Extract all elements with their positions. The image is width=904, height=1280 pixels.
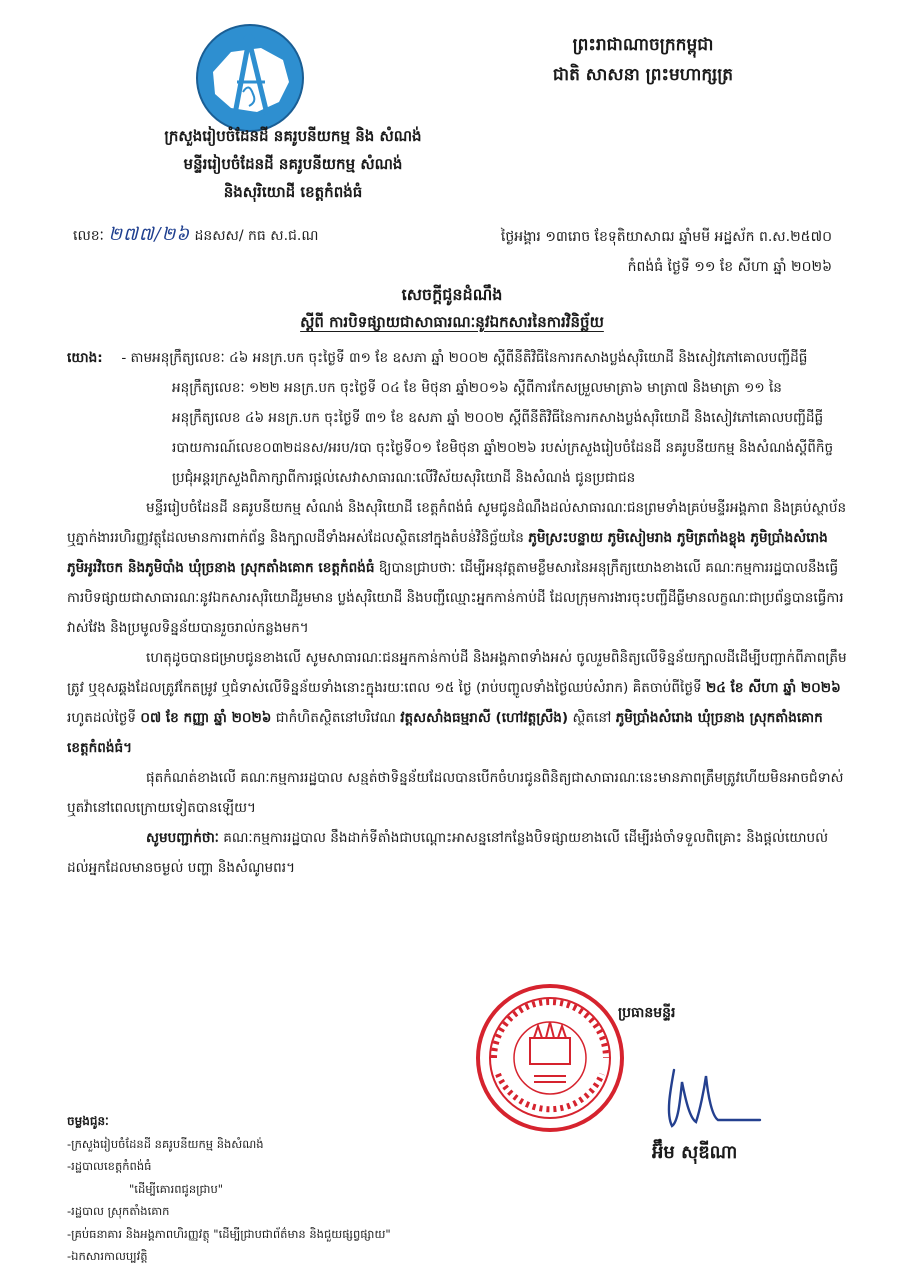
paragraph-2	[67, 643, 847, 763]
ministry-line-1: ក្រសួងរៀបចំដែនដី នគរូបនីយកម្ម និង សំណង់	[164, 127, 422, 145]
reference-number: ២៧៧/២៦	[108, 224, 190, 245]
cc-title: ចម្លងជូនៈ	[67, 1114, 109, 1128]
reference-label: លេខៈ	[73, 228, 104, 244]
cc-item: -ឯកសារកាលប្បវត្តិ	[67, 1249, 148, 1263]
lunar-date: ថ្ងៃអង្គារ ១៣រោច ខែទុតិយាសាឍ ឆ្នាំមមី អដ្ឋស័ក ព.ស.២៥៧០	[500, 229, 832, 245]
paragraph-4-lead: សូមបញ្ជាក់ថាៈ	[146, 830, 219, 846]
paragraph-4-text: គណៈកម្មការរដ្ឋបាល នឹងដាក់ទីតាំងជាបណ្ដោះអាសន្ននៅកន្លែងបិទផ្សាយខាងលើ ដើម្បីរង់ចាំទទួលពិគ្រោះ និងផ្ដល់យោបល់ដល់អ្នកដែលមានចម្ងល់ បញ្ហា និងសំណូមពរ។	[67, 830, 829, 876]
ministry-line-2: មន្ទីររៀបចំដែនដី នគរូបនីយកម្ម សំណង់	[183, 155, 403, 173]
cc-item: "ដើម្បីគោរពជូនជ្រាប"	[129, 1181, 224, 1196]
cc-item: -ក្រសួងរៀបចំដែនដី នគរូបនីយកម្ម និងសំណង់	[67, 1136, 264, 1151]
paragraph-1-text-a: មន្ទីររៀបចំដែនដី នគរូបនីយកម្ម សំណង់ និងសុរិយោដី ខេត្តកំពង់ធំ សូមជូនដំណឹងដល់សាធារណៈជនព្រមទាំងគ្រប់មន្ទីរអង្គភាព និងគ្រប់ស្ថាប័ន ឬភ្នាក់ងាររហិរញ្ញវត្ថុដែលមានការពាក់ព័ន្ធ និងក្បាលដីទាំងអស់ដែលស្ថិតនៅក្នុងតំបន់វិនិច្ឆ័យនៃ	[67, 500, 847, 546]
date-block	[382, 222, 832, 282]
paragraph-2-text-d: ស្ថិតនៅ	[572, 710, 612, 726]
solar-date: កំពង់ធំ ថ្ងៃទី ១១ ខែ សីហា ឆ្នាំ ២០២៦	[627, 259, 832, 275]
reference-item-2: អនុក្រឹត្យលេខៈ ១២២ អនក្រ.បក ចុះថ្ងៃទី ០៤ ខែ មិថុនា ឆ្នាំ២០១៦ ស្ដីពីការកែសម្រួលមាត្រា៦ មាត្រា៧ និងមាត្រា ១១ នៃអនុក្រឹត្យលេខ ៤៦ អនក្រ.បក ចុះថ្ងៃទី ៣១ ខែ ឧសភា ឆ្នាំ ២០០២ ស្ដីពីនីតិវិធីនៃការកសាងប្លង់សុរិយោដី និងសៀវភៅគោលបញ្ជីដីធ្លី	[172, 380, 824, 426]
cc-item: -គ្រប់ធនាគារ និងអង្គភាពហិរញ្ញវត្ថុ "ដើម្បីជ្រាបជាព័ត៌មាន និងជួយផ្សព្វផ្សាយ"	[67, 1226, 391, 1241]
notice-subject: ស្ដីពី ការបិទផ្សាយជាសាធារណៈនូវឯកសារនៃការវិនិច្ឆ័យ	[300, 313, 604, 331]
cc-item: -រដ្ឋបាល ស្រុកតាំងគោក	[67, 1204, 170, 1218]
reference-item-3: របាយការណ៍លេខ០៣២ដនស/អរប/របា ចុះថ្ងៃទី០១ ខែមិថុនា ឆ្នាំ២០២៦ របស់ក្រសួងរៀបចំដែនដី នគរូបនីយកម្ម និងសំណង់ស្ដីពីកិច្ចប្រជុំអន្តរក្រសួងពិភាក្សាពីការផ្ដល់សេវាសាធារណៈលើវិស័យសុរិយោដី និងសំណង់ ជូនប្រជាជន	[172, 440, 834, 486]
ministry-header	[93, 122, 493, 206]
references-label: យោង:	[67, 350, 103, 366]
kingdom-line-1: ព្រះរាជាណាចក្រកម្ពុជា	[572, 35, 714, 55]
notice-body	[67, 343, 847, 883]
kingdom-header	[548, 30, 738, 90]
paragraph-1-text-b: ឱ្យបានជ្រាបថាៈ ដើម្បីអនុវត្តតាមខ្លឹមសារនៃអនុក្រឹត្យយោងខាងលើ គណៈកម្មការរដ្ឋបាលនឹងធ្វើការបិទផ្សាយជាសាធារណៈនូវឯកសារសុរិយោដីរួមមាន ប្លង់សុរិយោដី និងបញ្ជីឈ្មោះអ្នកកាន់កាប់ដី ដែលក្រុមការងារចុះបញ្ជីដីធ្លីមានលក្ខណៈជាប្រព័ន្ធបានធ្វើការវាស់វែង និងប្រមូលទិន្នន័យបានរួចរាល់កន្លងមក។	[67, 560, 844, 636]
reference-item-1	[67, 343, 847, 373]
reference-text-1: - តាមអនុក្រឹត្យលេខៈ ៤៦ អនក្រ.បក ចុះថ្ងៃទី ៣១ ខែ ឧសភា ឆ្នាំ ២០០២ ស្ដីពីនីតិវិធីនៃការកសាងប្លង់សុរិយោដី និងសៀវភៅគោលបញ្ជីដីធ្លី	[121, 350, 808, 366]
paragraph-2-start-date: ២៤ ខែ សីហា ឆ្នាំ ២០២៦	[705, 680, 841, 696]
cc-list	[67, 1110, 497, 1268]
paragraph-2-text-a: ហេតុដូចបានជម្រាបជូនខាងលើ សូមសាធារណៈជនអ្នកកាន់កាប់ដី និងអង្គភាពទាំងអស់ ចូលរួមពិនិត្យលើទិន្នន័យក្បាលដីដើម្បីបញ្ជាក់ពីភាពត្រឹមត្រូវ ឬខុសឆ្គងដែលត្រូវកែតម្រូវ ឬជំទាស់លើទិន្នន័យទាំងនោះក្នុងរយៈពេល ១៥ ថ្ងៃ (រាប់បញ្ចូលទាំងថ្ងៃឈប់សំរាក) គិតចាប់ពីថ្ងៃទី	[67, 650, 847, 696]
paragraph-1-villages: ភូមិស្រះបន្ទាយ ភូមិសៀមរាង ភូមិត្រពាំងខ្លុង ភូមិប្រាំងសំរោង ភូមិអូរវិចេក និងភូមិបាំង ឃុំច្រនាង ស្រុកតាំងគោក ខេត្តកំពង់ធំ	[67, 530, 828, 576]
paragraph-2-text-b: រហូតដល់ថ្ងៃទី	[67, 710, 137, 726]
paragraph-3: ផុតកំណត់ខាងលើ គណៈកម្មការរដ្ឋបាល សន្មត់ថាទិន្នន័យដែលបានបើកចំហរជូនពិនិត្យជាសាធារណៈនេះមានភាពត្រឹមត្រូវហើយមិនអាចជំទាស់ ឬតវ៉ានៅពេលក្រោយទៀតបានឡើយ។	[67, 770, 844, 816]
cc-item: -រដ្ឋបាលខេត្តកំពង់ធំ	[67, 1159, 152, 1173]
kingdom-line-2: ជាតិ សាសនា ព្រះមហាក្សត្រ	[552, 65, 734, 85]
paragraph-2-text-c: ជាកំហិតស្ថិតនៅបរិវេណ	[275, 710, 396, 726]
ministry-logo-icon	[191, 22, 309, 134]
handwritten-signature-icon	[656, 1062, 766, 1132]
notice-title: សេចក្ដីជូនដំណឹង	[401, 285, 503, 304]
ministry-line-3: និងសុរិយោដី ខេត្តកំពង់ធំ	[223, 183, 363, 201]
paragraph-2-end-date: ០៧ ខែ កញ្ញា ឆ្នាំ ២០២៦	[140, 710, 272, 726]
reference-suffix: ដនសស/ កធ ស.ជ.ណ	[194, 228, 319, 244]
paragraph-4	[67, 823, 847, 883]
paragraph-2-location: ភូមិប្រាំងសំរោង ឃុំច្រនាង ស្រុកតាំងគោក ខេត្តកំពង់ធំ។	[67, 710, 823, 756]
signature-title: ប្រធានមន្ទីរ	[618, 1005, 676, 1021]
signatory-name: អ៊ឹម សុឌីណា	[652, 1142, 738, 1163]
reference-line	[73, 222, 318, 249]
paragraph-2-venue: វត្តសសាំងធម្មរាសី (ហៅវត្តស្រឹង)	[400, 710, 569, 726]
paragraph-1	[67, 493, 847, 643]
